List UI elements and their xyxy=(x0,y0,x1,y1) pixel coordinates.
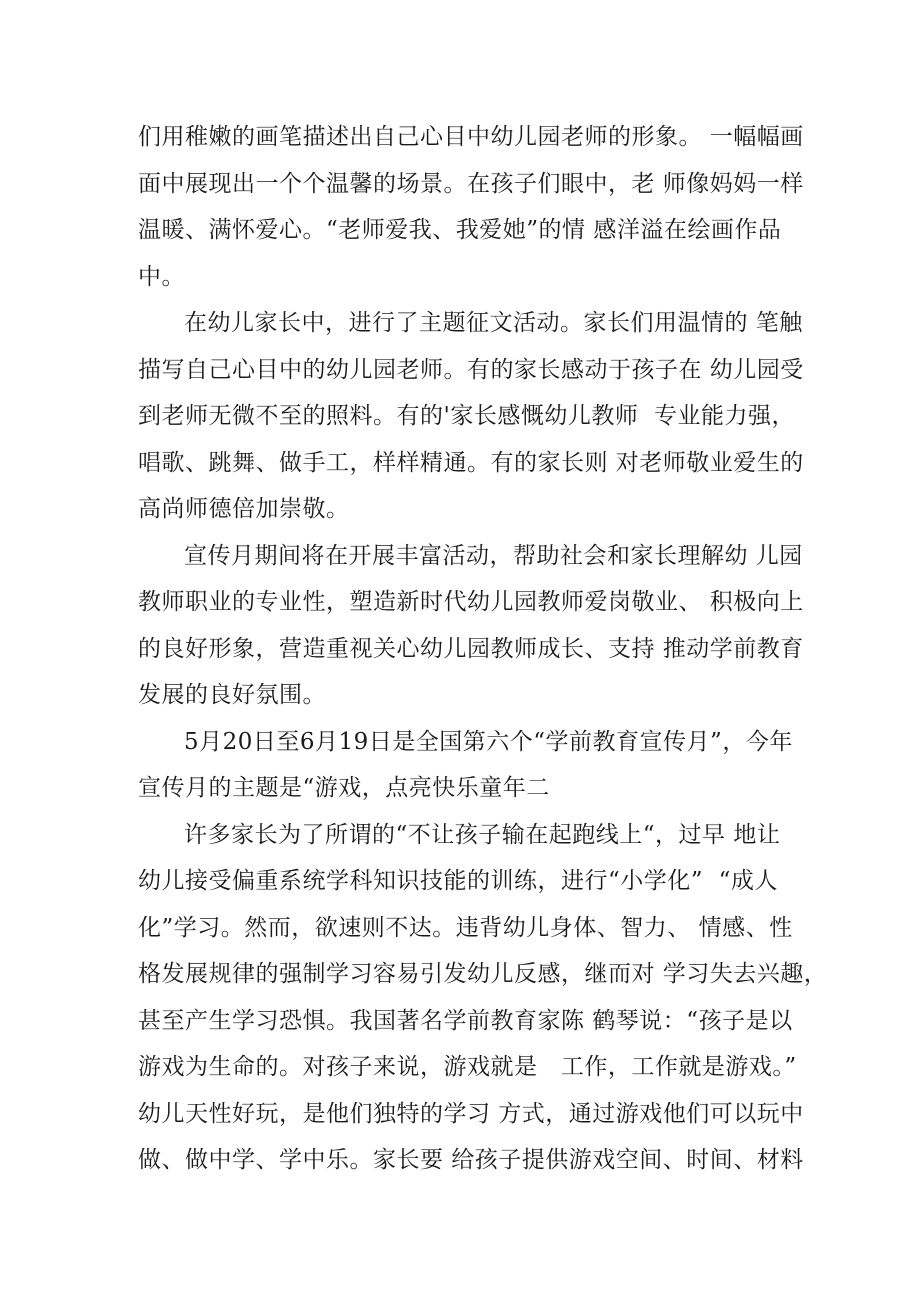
text-line: 幼儿接受偏重系统学科知识技能的训练，进行“小学化” “成人 xyxy=(138,868,778,894)
text-line: 许多家长为了所谓的“不让孩子输在起跑线上“，过早 地让 xyxy=(184,821,781,848)
text-line: 做、做中学、学中乐。家长要 给孩子提供游戏空间、时间、材料 xyxy=(138,1147,804,1173)
text-line: 中。 xyxy=(138,263,185,290)
paragraph-publicity-month xyxy=(138,533,804,719)
paragraph-play-learning xyxy=(138,812,828,1184)
paragraph-theme-announcement xyxy=(138,719,798,812)
paragraph-children-drawings xyxy=(138,114,804,300)
text-line: 在幼儿家长中，进行了主题征文活动。家长们用温情的 笔触 xyxy=(184,310,803,336)
text-line: 唱歌、跳舞、做手工，样样精通。有的家长则 对老师敬业爱生的 xyxy=(138,449,804,476)
text-line: 教师职业的专业性，塑造新时代幼儿园教师爱岗敬业、 积极向上 xyxy=(138,589,804,615)
text-line: 宣传月的主题是“游戏，点亮快乐童年二 xyxy=(138,775,550,801)
text-line: 甚至产生学习恐惧。我国著名学前教育家陈 鹤琴说：“孩子是以 xyxy=(138,1007,793,1034)
text-line: 格发展规律的强制学习容易引发幼儿反感，继而对 学习失去兴趣， xyxy=(138,961,828,987)
text-line: 5月20日至6月19日是全国第六个“学前教育宣传月”，今年 xyxy=(184,728,793,755)
text-line: 的良好形象，营造重视关心幼儿园教师成长、支持 推动学前教育 xyxy=(138,635,804,662)
text-line: 到老师无微不至的照料。有的'家长感慨幼儿教师 专业能力强， xyxy=(138,403,795,429)
text-line: 高尚师德倍加崇敬。 xyxy=(138,496,350,522)
text-line: 们用稚嫩的画笔描述出自己心目中幼儿园老师的形象。 一幅幅画 xyxy=(138,124,804,150)
text-line: 发展的良好氛围。 xyxy=(138,682,326,708)
text-line: 游戏为生命的。对孩子来说，游戏就是 工作，工作就是游戏。” xyxy=(138,1054,797,1080)
text-line: 化”学习。然而，欲速则不达。违背幼儿身体、智力、 情感、性 xyxy=(138,914,793,941)
paragraph-parents-essays xyxy=(138,300,804,533)
document-body xyxy=(138,114,828,1184)
text-line: 描写自己心目中的幼儿园老师。有的家长感动于孩子在 幼儿园受 xyxy=(138,356,804,383)
text-line: 温暖、满怀爱心。“老师爱我、我爱她”的情 感洋溢在绘画作品 xyxy=(138,217,782,243)
text-line: 宣传月期间将在开展丰富活动，帮助社会和家长理解幼 儿园 xyxy=(184,542,803,569)
text-line: 幼儿天性好玩，是他们独特的学习 方式，通过游戏他们可以玩中 xyxy=(138,1100,804,1127)
text-line: 面中展现出一个个温馨的场景。在孩子们眼中，老 师像妈妈一样 xyxy=(138,170,804,197)
